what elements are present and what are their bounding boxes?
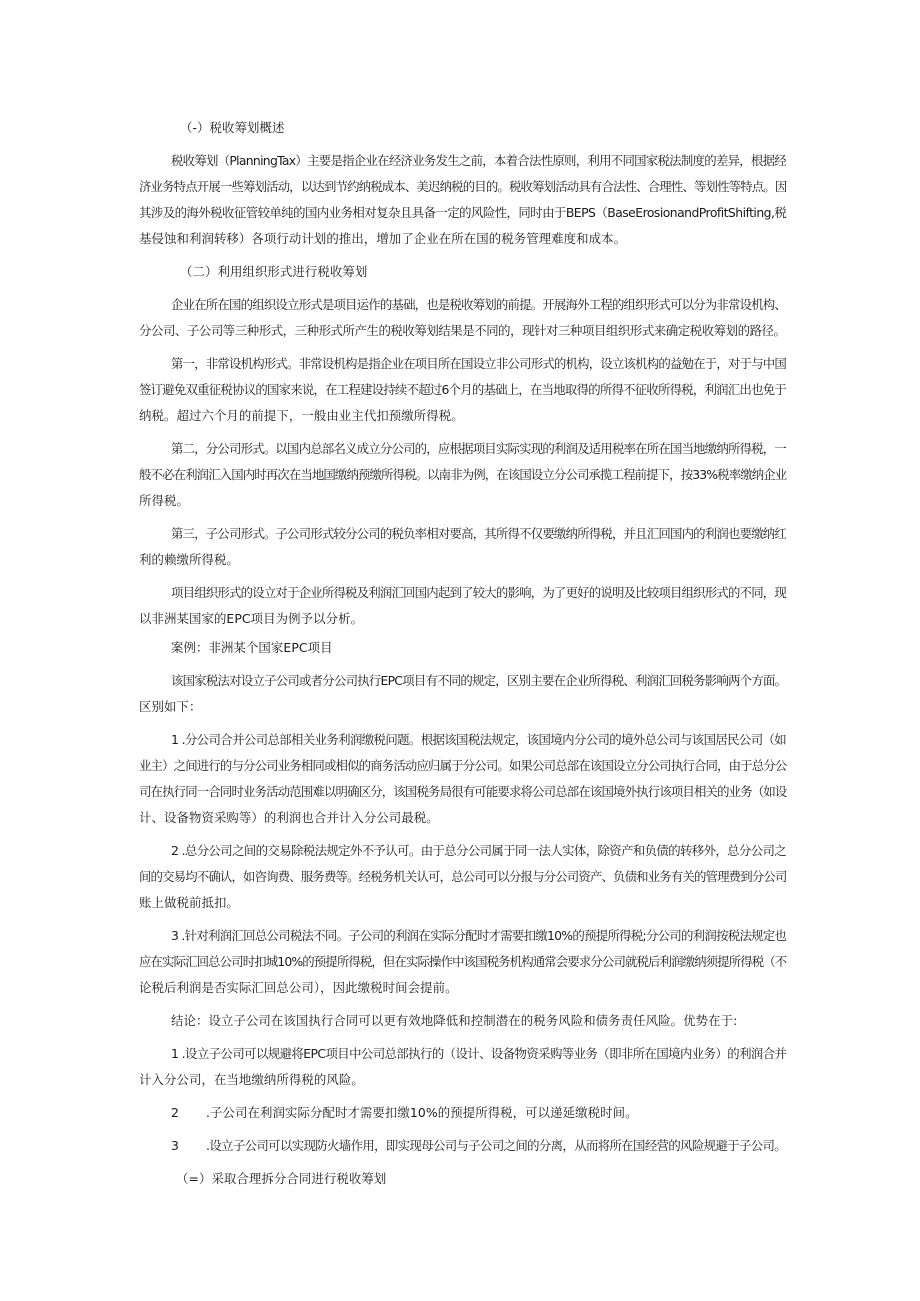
- list-item-line: 计、设备物资采购等）的利润也合并计入分公司最税。: [139, 810, 439, 825]
- paragraph-line: 企业在所在国的组织设立形式是项目运作的基础，也是税收筹划的前提。开展海外工程的组织形式可以分为非常设机构、: [171, 297, 787, 312]
- paragraph-line: 第一，非常设机构形式。非常设机构是指企业在项目所在国设立非公司形式的机构，设立该机构的益勉在于，对于与中国: [171, 356, 787, 371]
- paragraph-line: 区别如下：: [139, 699, 202, 714]
- list-item-line: 账上做税前抵扣。: [139, 895, 239, 910]
- paragraph-line: 税收筹划（PlanningTax）主要是指企业在经济业务发生之前，本着合法性原则，利用不同国家税法制度的差异，根据经: [171, 153, 786, 168]
- paragraph-line: 分公司、子公司等三种形式，三种形式所产生的税收筹划结果是不同的，现针对三种项目组织形式来确定税收筹划的路径。: [139, 323, 786, 338]
- paragraph-line: 项目组织形式的设立对于企业所得税及利润汇回国内起到了较大的影响，为了更好的说明及比较项目组织形式的不同，现: [171, 585, 787, 600]
- paragraph-line: 第三，子公司形式。子公司形式较分公司的税负率相对要高，其所得不仅要缴纳所得税，并且汇回国内的利润也要缴纳红: [171, 526, 787, 541]
- paragraph-line: 利的赖缴所得税。: [139, 552, 239, 567]
- list-item-line: 2 .总分公司之间的交易除税法规定外不予认可。由于总分公司属于同一法人实体，除资产和负债的转移外，总分公司之: [171, 843, 787, 858]
- paragraph-line: 签订避免双重征税协议的国家来说，在工程建设持续不超过6个月的基础上，在当地取得的所得不征收所得税，利润汇出也免于: [139, 382, 786, 397]
- list-item-line: 1 .分公司合并公司总部相关业务利润缴税问题。根据该国税法规定，该国境内分公司的境外总公司与该国居民公司（如: [171, 732, 787, 747]
- list-item-line: 司在执行同一合同时业务活动范围难以明确区分，该国税务局很有可能要求将公司总部在该国境外执行该项目相关的业务（如设: [139, 784, 787, 799]
- advantage-number: 3: [171, 1138, 179, 1153]
- paragraph-line: 济业务特点开展一些筹划活动，以达到节约纳税成本、美迟纳税的目的。税收筹划活动具有合法性、合理性、等划性等特点。因: [139, 179, 787, 194]
- advantage-line: .子公司在利润实际分配时才需要扣缴10%的预提所得税，可以递延缴税时间。: [206, 1105, 638, 1120]
- list-item-line: 间的交易均不确认，如咨询费、服务费等。经税务机关认可，总公司可以分报与分公司资产、负债和业务有关的管理费到分公司: [139, 869, 787, 884]
- section-heading-tax-planning-overview: （-）税收筹划概述: [180, 120, 285, 135]
- advantage-line: 1 .设立子公司可以规避将EPC项目中公司总部执行的（设计、设备物资采购等业务（即非所在国境内业务）的利润合并: [171, 1046, 787, 1061]
- case-title: 案例：非洲某个国家EPC项目: [171, 640, 333, 655]
- paragraph-line: 基侵蚀和利润转移）各项行动计划的推出，增加了企业在所在国的税务管理难度和成本。: [139, 231, 627, 246]
- paragraph-line: 其涉及的海外税收征管较单纯的国内业务相对复杂且具备一定的风险性，同时由于BEPS（BaseErosionandProfitShifting,税: [139, 205, 787, 220]
- list-item-line: 论税后利润是否实际汇回总公司），因此缴税时间会提前。: [139, 980, 458, 995]
- paragraph-line: 所得税。: [139, 493, 189, 508]
- paragraph-line: 般不必在利润汇入国内时再次在当地国缴纳预缴所得税。以南非为例，在该国设立分公司承揽工程前提下，按33%税率缴纳企业: [139, 467, 787, 482]
- list-item-line: 3 .针对利润汇回总公司税法不同。子公司的利润在实际分配时才需要扣缴10%的预提所得税;分公司的利润按税法规定也: [171, 928, 787, 943]
- paragraph-line: 该国家税法对设立子公司或者分公司执行EPC项目有不同的规定，区别主要在企业所得税、利润汇回税务影响两个方面。: [171, 673, 787, 688]
- paragraph-line: 以非洲某国家的EPC项目为例予以分析。: [139, 611, 364, 626]
- advantage-line: .设立子公司可以实现防火墙作用，即实现母公司与子公司之间的分离，从而将所在国经营的风险规避于子公司。: [206, 1138, 787, 1153]
- advantage-line: 计入分公司，在当地缴纳所得税的风险。: [139, 1072, 364, 1087]
- paragraph-line: 纳税。超过六个月的前提下，一般由业主代扣预缴所得税。: [139, 408, 464, 423]
- list-item-line: 业主）之间进行的与分公司业务相同或相似的商务活动应归属于分公司。如果公司总部在该国设立分公司执行合同，由于总分公: [139, 758, 787, 773]
- conclusion-line: 结论：设立子公司在该国执行合同可以更有效地降低和控制潜在的税务风险和债务责任风险。优势在于:: [171, 1013, 738, 1028]
- paragraph-line: 第二，分公司形式。以国内总部名义成立分公司的，应根据项目实际实现的利润及适用税率在所在国当地缴纳所得税，一: [171, 441, 787, 456]
- list-item-line: 应在实际汇回总公司时扣城10%的预提所得税，但在实际操作中该国税务机构通常会要求分公司就税后利润缴纳须提所得税（不: [139, 954, 787, 969]
- section-heading-contract-split: （=）采取合理拆分合同进行税收筹划: [176, 1171, 387, 1186]
- advantage-number: 2: [171, 1105, 179, 1120]
- section-heading-organization-form: （二）利用组织形式进行税收筹划: [180, 264, 368, 279]
